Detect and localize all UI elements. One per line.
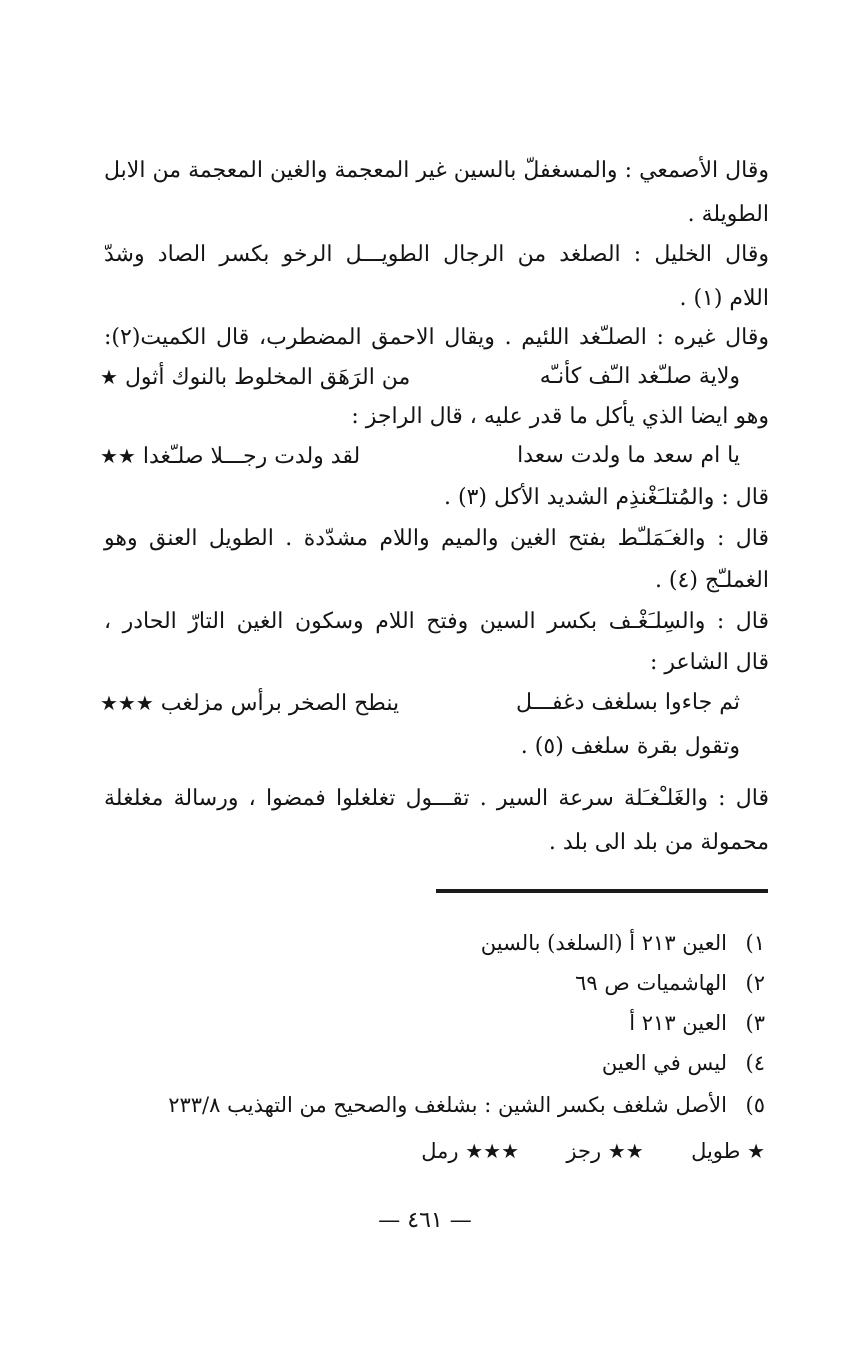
page-number: — ٤٦١ — — [378, 1208, 472, 1233]
paragraph-ghalghala-line1: قال : والغَلـْغـَلة سرعة السير . تقـــول تغلغلوا فمضوا ، ورسالة مغلغلة — [104, 786, 769, 811]
paragraph-rajiz-intro: وهو ايضا الذي يأكل ما قدر عليه ، قال الراجز : — [351, 404, 769, 429]
meter-star-icon: ★★ — [607, 1139, 644, 1163]
paragraph-khalil-line2: اللام (١) . — [679, 286, 769, 311]
meter-star-icon: ★★★ — [100, 691, 154, 715]
meter-name-ramal: رمل — [421, 1139, 459, 1163]
paragraph-asmai-line2: الطويلة . — [687, 202, 769, 227]
footnote-number: ٤) — [745, 1051, 765, 1075]
meter-name-tawil: طويل — [691, 1139, 741, 1163]
meter-name-rajaz: رجز — [566, 1139, 602, 1163]
paragraph-ghalghala-line2: محمولة من بلد الى بلد . — [548, 830, 769, 855]
verse-second-text: ينطح الصخر برأس مزلغب — [160, 691, 400, 716]
footnote-item — [602, 1048, 765, 1078]
footnote-item — [629, 1008, 765, 1038]
paragraph-baqara: وتقول بقرة سلغف (٥) . — [520, 734, 740, 759]
footnote-text: العين ٢١٣ أ (السلغد) بالسين — [480, 931, 727, 955]
footnote-item — [481, 928, 765, 958]
footnote-text: الهاشميات ص ٦٩ — [575, 971, 727, 995]
footnote-separator — [436, 889, 768, 893]
verse-second-hemistich — [100, 688, 399, 719]
paragraph-mutalaghnidhim: قال : والمُتلـَغْنذِم الشديد الأكل (٣) . — [444, 485, 769, 510]
paragraph-asmai-line1: وقال الأصمعي : والمسغفلّ بالسين غير المعجمة والغين المعجمة من الابل — [104, 158, 769, 183]
footnote-item — [575, 968, 765, 998]
paragraph-kumait-intro: وقال غيره : الصلـّغد اللئيم . ويقال الاحمق المضطرب، قال الكميت(٢): — [104, 325, 769, 350]
footnote-text: العين ٢١٣ أ — [629, 1011, 727, 1035]
verse-second-text: من الرَهَق المخلوط بالنوك أثول — [124, 365, 411, 390]
verse-second-hemistich — [100, 441, 360, 472]
footnote-item — [168, 1090, 765, 1120]
paragraph-silaghf-line2: قال الشاعر : — [649, 650, 769, 675]
meter-star-icon: ★ — [747, 1139, 765, 1163]
footnote-number: ٥) — [745, 1093, 765, 1117]
meter-legend — [421, 1136, 765, 1166]
verse-second-hemistich — [100, 362, 410, 393]
paragraph-ghamallat-line1: قال : والغـَمَلـّط بفتح الغين والميم واللام مشدّدة . الطويل العنق وهو — [104, 526, 769, 551]
meter-star-icon: ★★ — [100, 444, 136, 468]
meter-star-icon: ★★★ — [465, 1139, 520, 1163]
footnote-number: ٣) — [745, 1011, 765, 1035]
paragraph-silaghf-line1: قال : والسِلـَغْـف بكسر السين وفتح اللام وسكون الغين التارّ الحادر ، — [104, 609, 769, 634]
paragraph-khalil-line1: وقال الخليل : الصلغد من الرجال الطويـــل الرخو بكسر الصاد وشدّ — [104, 242, 769, 267]
footnote-number: ٢) — [745, 971, 765, 995]
footnote-text: الأصل شلغف بكسر الشين : بشلغف والصحيح من التهذيب ٢٣٣/٨ — [168, 1093, 727, 1117]
verse-second-text: لقد ولدت رجـــلا صلـّغدا — [142, 444, 361, 469]
verse-first-hemistich: ثم جاءوا بسلغف دغفـــل — [516, 690, 740, 715]
meter-star-icon: ★ — [100, 365, 118, 389]
verse-first-hemistich: ولاية صلـّغد الـّف كأنـّه — [539, 364, 740, 389]
footnote-text: ليس في العين — [601, 1051, 727, 1075]
verse-first-hemistich: يا ام سعد ما ولدت سعدا — [517, 443, 740, 468]
paragraph-ghamallat-line2: الغملـّج (٤) . — [654, 568, 769, 593]
footnote-number: ١) — [745, 931, 765, 955]
